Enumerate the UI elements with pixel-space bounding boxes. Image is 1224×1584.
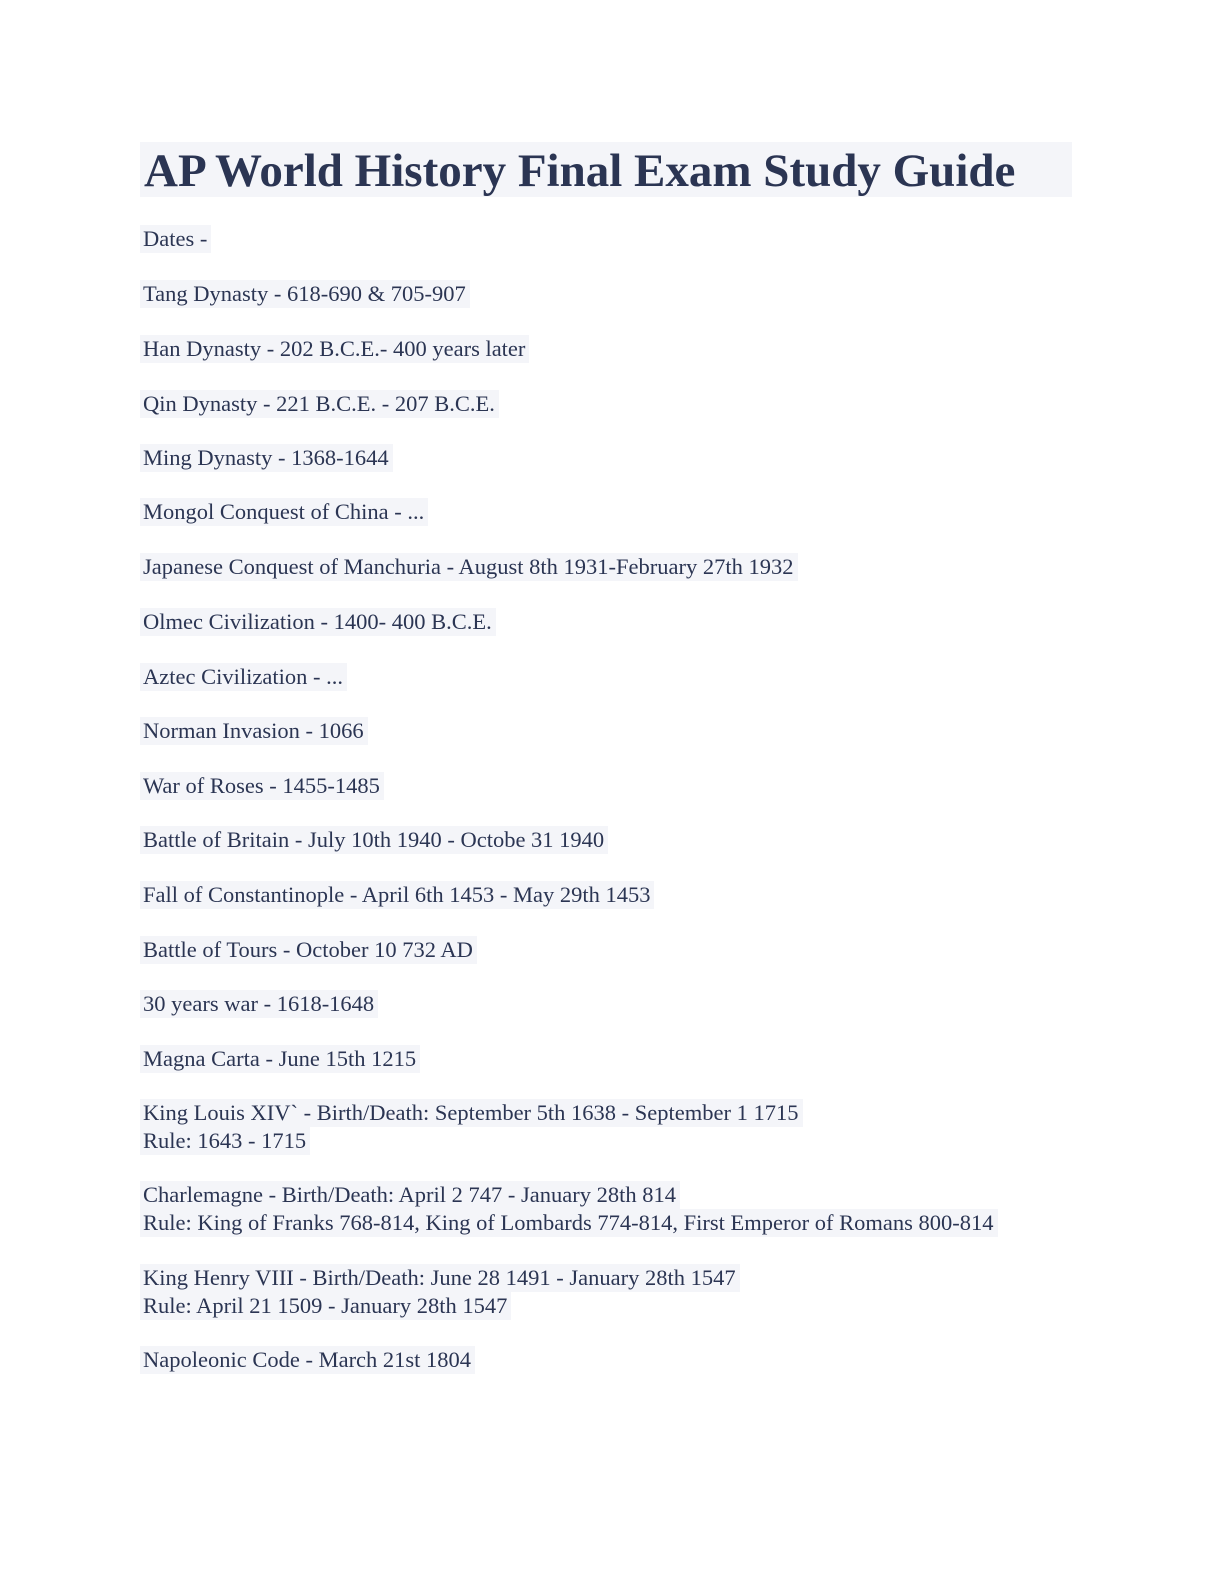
list-item [140,553,798,581]
entry-text: Battle of Britain - July 10th 1940 - Octobe 31 1940 [140,826,608,854]
entry-text: Battle of Tours - October 10 732 AD [140,936,477,964]
document-title-block [140,142,1072,197]
list-item [140,936,477,964]
entry-text: Ming Dynasty - 1368-1644 [140,444,393,472]
section-label: Dates - [140,225,211,253]
entry-text: Olmec Civilization - 1400- 400 B.C.E. [140,608,496,636]
list-item [140,826,608,854]
entry-text: Japanese Conquest of Manchuria - August 8th 1931-February 27th 1932 [140,553,798,581]
list-item [140,444,393,472]
list-item [140,498,428,526]
list-item [140,990,378,1018]
entry-rule: Rule: King of Franks 768-814, King of Lombards 774-814, First Emperor of Romans 800-814 [140,1209,998,1237]
entry-text: Norman Invasion - 1066 [140,717,368,745]
list-item [140,1181,998,1237]
list-item [140,1099,803,1155]
entry-rule: Rule: 1643 - 1715 [140,1127,310,1155]
list-item [140,717,368,745]
entry-text: War of Roses - 1455-1485 [140,772,384,800]
entry-text: Fall of Constantinople - April 6th 1453 - May 29th 1453 [140,881,654,909]
entry-text: Mongol Conquest of China - ... [140,498,428,526]
entry-text: Aztec Civilization - ... [140,663,347,691]
entry-text: Charlemagne - Birth/Death: April 2 747 - January 28th 814 [140,1181,680,1209]
entry-text: Tang Dynasty - 618-690 & 705-907 [140,280,470,308]
entry-rule: Rule: April 21 1509 - January 28th 1547 [140,1292,511,1320]
entry-text: Han Dynasty - 202 B.C.E.- 400 years later [140,335,529,363]
entry-text: Napoleonic Code - March 21st 1804 [140,1346,475,1374]
list-item [140,881,654,909]
document-title: AP World History Final Exam Study Guide [144,145,1016,197]
list-item [140,772,384,800]
entry-text: King Henry VIII - Birth/Death: June 28 1491 - January 28th 1547 [140,1264,740,1292]
list-item [140,335,529,363]
list-item [140,280,470,308]
list-item [140,390,499,418]
list-item [140,1264,740,1320]
list-item [140,663,347,691]
entry-text: Magna Carta - June 15th 1215 [140,1045,420,1073]
list-item [140,608,496,636]
entry-text: 30 years war - 1618-1648 [140,990,378,1018]
entry-text: Qin Dynasty - 221 B.C.E. - 207 B.C.E. [140,390,499,418]
section-label-block [140,225,211,253]
list-item [140,1346,475,1374]
list-item [140,1045,420,1073]
entry-text: King Louis XIV` - Birth/Death: September 5th 1638 - September 1 1715 [140,1099,803,1127]
